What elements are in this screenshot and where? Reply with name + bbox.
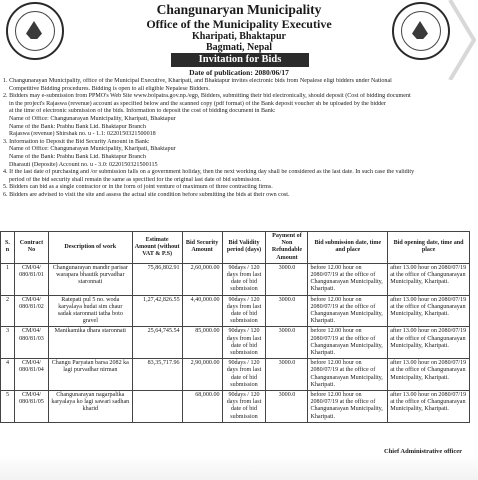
invitation-banner: Invitation for Bids: [171, 53, 309, 67]
paragraph: Dharauti (Deposite) Account no. u - 3.0: 0220150321500115: [9, 161, 158, 168]
header-contract: Contract No: [14, 232, 48, 264]
cell-contract: CM/04/ 080/81/03: [14, 327, 48, 359]
cell-payment: 3000.0: [266, 359, 308, 391]
paragraph: at the time of electronic submission of the bids. Information to deposit the cost of bidding document in Bank:: [9, 108, 276, 115]
header-sn: S. n: [1, 232, 15, 264]
cell-description: Changu Paryatan barsa 2082 ka lagi purvadhar nirman: [48, 359, 132, 391]
header-validity: Bid Validity period (days): [222, 232, 266, 264]
cell-description: Changunarayan mandir parisar warapara bhautik purvadhar staronnati: [48, 263, 132, 295]
header-opening: Bid opening date, time and place: [388, 232, 470, 264]
cell-opening: after 13.00 hour on 2080/07/19 at the office of Changunarayan Municipality, Kharipati.: [388, 327, 470, 359]
paragraph: 3. Information to Deposit the Bid Security Amount in Bank:: [3, 138, 150, 145]
cell-sn: 3: [1, 327, 15, 359]
header-submission: Bid submission date, time and place: [308, 232, 388, 264]
paragraph: period of the bid security shall remain the same as specified for the original last date of bid submission.: [9, 176, 261, 183]
cell-security: 2,60,000.00: [182, 263, 222, 295]
paragraph: Name of Office: Changunarayan Municipality, Kharipati, Bhaktapur: [9, 115, 176, 122]
cell-sn: 5: [1, 391, 15, 423]
office-name: Office of the Municipality Executive: [146, 17, 332, 31]
cell-description: Changunarayan nagarpalika karyalaya ko lagi sawari sadhan kharid: [48, 391, 132, 423]
table-row: [1, 263, 470, 295]
paragraph: Name of Office: Changunarayan Municipality, Kharipati, Bhaktapur: [9, 146, 176, 153]
cell-submission: before 12.00 hour on 2080/07/19 at the office of Changunarayan Municipality, Kharipati.: [308, 327, 388, 359]
cell-validity: 90days / 120 days from last date of bid submission: [222, 391, 266, 423]
table-header-row: [1, 232, 470, 264]
bids-table: [0, 231, 470, 423]
header-estimate: Estimate Amount (without VAT & P.S): [132, 232, 182, 264]
paragraph: 5. Bidders can bid as a single contractor or in the form of joint venture of maximum of three contracting firms.: [3, 184, 273, 191]
paragraph: Competitive Bidding procedures. Bidding is open to all eligible Nepalese Bidders.: [9, 85, 210, 92]
cell-contract: CM/04/ 080/81/04: [14, 359, 48, 391]
cell-description: Manikamika dhara staronnati: [48, 327, 132, 359]
publication-date: Date of publication: 2080/06/17: [189, 68, 289, 77]
cell-validity: 90days / 120 days from last date of bid submission: [222, 327, 266, 359]
cell-payment: 3000.0: [266, 263, 308, 295]
table-row: [1, 295, 470, 327]
cell-payment: 3000.0: [266, 327, 308, 359]
org-name: Changunaryan Municipality: [156, 2, 322, 17]
paragraph: 1. Changunarayan Municipality, office of the Municipal Executive, Kharipati, and Bhaktapur invites electronic bids from Nepalese eligi bidders under National: [3, 78, 392, 84]
cell-security: 68,000.00: [182, 391, 222, 423]
address-line-2: Bagmati, Nepal: [205, 42, 273, 53]
table-row: [1, 327, 470, 359]
cell-submission: before 12.00 hour on 2080/07/19 at the office of Changunarayan Municipality, Kharipati.: [308, 263, 388, 295]
signature-title: Chief Administrative officer: [384, 448, 462, 455]
cell-contract: CM/04/ 080/81/05: [14, 391, 48, 423]
page-bottom-shadow: [0, 455, 478, 480]
cell-validity: 90days / 120 days from last date of bid submission: [222, 359, 266, 391]
cell-estimate: 1,27,42,826.55: [132, 295, 182, 327]
cell-opening: after 13.00 hour on 2080/07/19 at the office of Changunarayan Municipality, Kharipati.: [388, 295, 470, 327]
cell-description: Ratepati pul 5 no. woda karyalaya hudai sim chaur sadak staronnati tatha boto gravel: [48, 295, 132, 327]
header-security: Bid Security Amount: [182, 232, 222, 264]
address-line-1: Kharipati, Bhaktapur: [192, 31, 286, 42]
cell-sn: 1: [1, 263, 15, 295]
cell-payment: 3000.0: [266, 391, 308, 423]
paragraph: Name of the Bank: Prabhu Bank Ltd. Bhaktapur Branch: [9, 153, 146, 160]
cell-opening: after 13.00 hour on 2080/07/19 at the office of Changunarayan Municipality, Kharipati.: [388, 263, 470, 295]
cell-opening: after 13.00 hour on 2080/07/19 at the office of Changunarayan Municipality, Kharipati.: [388, 391, 470, 423]
cell-estimate: [132, 391, 182, 423]
notice-body: [3, 78, 473, 200]
cell-validity: 90days / 120 days from last date of bid submission: [222, 295, 266, 327]
cell-validity: 90days / 120 days from last date of bid submission: [222, 263, 266, 295]
paragraph: Rajaswa (revenue) Shirshak no. u - 1.1: 0220150321500018: [9, 131, 156, 138]
header-payment: Payment of Non Refundable Amount: [266, 232, 308, 264]
paragraph: 2. Bidders may e-submission from PPMO's Web Site www.bolpatra.gov.np./egp, Bidders, submitting their bid electronically, should deposit (Cost of bidding document: [3, 93, 411, 100]
cell-sn: 2: [1, 295, 15, 327]
paragraph: 4. If the last date of purchasing and /or submission falls on a government holiday, then the next working day shall be considered as the last date. In such case the validity: [3, 169, 415, 176]
cell-security: 2,90,000.00: [182, 359, 222, 391]
cell-estimate: 75,86,802.91: [132, 263, 182, 295]
cell-estimate: 83,35,717.96: [132, 359, 182, 391]
table-row: [1, 359, 470, 391]
cell-submission: before 12.00 hour on 2080/07/19 at the office of Changunarayan Municipality, Kharipati.: [308, 391, 388, 423]
cell-estimate: 25,64,745.54: [132, 327, 182, 359]
cell-submission: before 12.00 hour on 2080/07/19 at the office of Changunarayan Municipality, Kharipati.: [308, 295, 388, 327]
cell-submission: before 12.00 hour on 2080/07/19 at the office of Changunarayan Municipality, Kharipati.: [308, 359, 388, 391]
cell-payment: 3000.0: [266, 295, 308, 327]
cell-contract: CM/04/ 080/81/02: [14, 295, 48, 327]
header-description: Description of work: [48, 232, 132, 264]
cell-opening: after 13.00 hour on 2080/07/19 at the office of Changunarayan Municipality, Kharipati.: [388, 359, 470, 391]
table-row: [1, 391, 470, 423]
cell-contract: CM/04/ 080/81/01: [14, 263, 48, 295]
paragraph: Name of the Bank: Prabhu Bank Ltd. Bhaktapur Branch: [9, 123, 146, 130]
paragraph: 6. Bidders are advised to visit the site and assess the actual site condition before submitting the bids at their own cost.: [3, 191, 290, 198]
paragraph: in the project's Rajaswa (revenue) account as specified below and the scanned copy (pdf format) of the Bank deposit voucher sh be uploaded by the bidder: [9, 100, 386, 107]
cell-sn: 4: [1, 359, 15, 391]
cell-security: 4,40,000.00: [182, 295, 222, 327]
cell-security: 85,000.00: [182, 327, 222, 359]
